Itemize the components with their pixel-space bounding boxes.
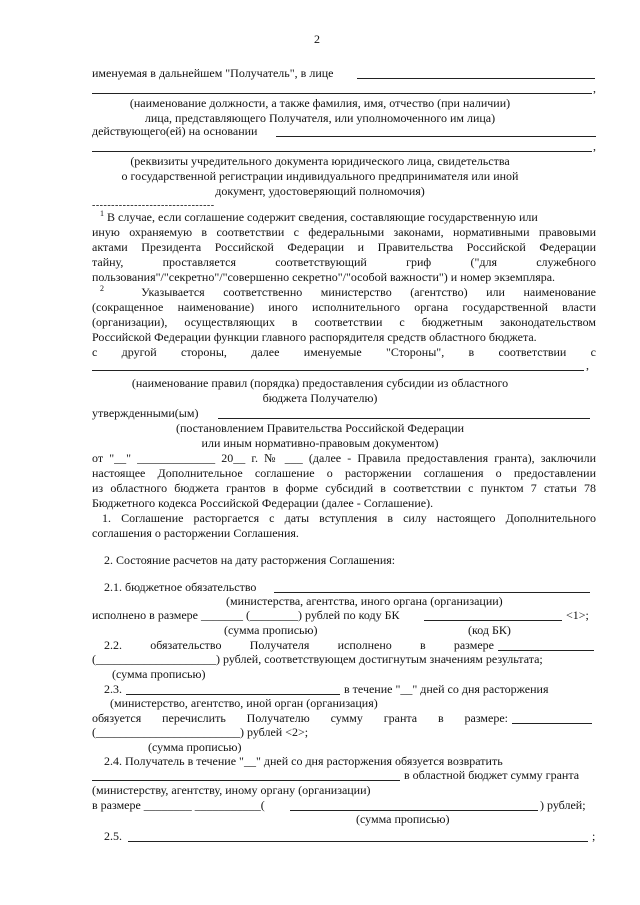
caption-ministry: (министерство, агентство, иной орган (организация) [110, 696, 378, 710]
point-2-3-line-3: обязуется перечислить Получателю сумму гранта в размере: [92, 711, 508, 725]
parties-clause: с другой стороны, далее именуемые "Стороны", в соответствии с [92, 345, 596, 359]
footnote-2-text: Указывается соответственно министерство (агентство) или наименование [141, 285, 597, 299]
agreement-line-1: от "__" _____________ 20__ г. № ___ (далее - Правила предоставления гранта), заключили [92, 451, 596, 465]
fill-line [218, 418, 590, 419]
fill-line [274, 592, 590, 593]
point-1-line-1: 1. Соглашение расторгается с даты вступления в силу настоящего Дополнительного [102, 511, 596, 525]
caption-ministry: (министерства, агентства, иного органа (организации) [226, 594, 503, 608]
comma: , [593, 81, 596, 95]
point-2-2-line-2: (____________________) рублей, соответствующем достигнутым значениям результата; [92, 652, 543, 666]
fill-line [424, 620, 562, 621]
caption-code-bk: (код БК) [468, 623, 511, 637]
footnote-1-line-1 [100, 210, 596, 224]
point-2-4-amount: в размере ________ ___________( [92, 798, 265, 812]
fill-line [276, 136, 596, 137]
caption-representative: лица, представляющего Получателя, или уполномоченного им лица) [144, 111, 496, 125]
footnote-1-line-3: актами Президента Российской Федерации и Правительства Российской Федерации [92, 240, 596, 254]
caption-requisites-2: о государственной регистрации индивидуального предпринимателя или иной [121, 169, 519, 183]
footnote-2-line-1 [100, 285, 596, 299]
caption-sum-words: (сумма прописью) [356, 812, 450, 826]
agreement-line-2: настоящее Дополнительное соглашение о расторжении соглашения о предоставлении [92, 466, 596, 480]
point-2-3-deadline: в течение "__" дней со дня расторжения [344, 682, 549, 696]
point-2-1-amount: исполнено в размере _______ (________) рублей по коду БК [92, 608, 400, 622]
approved-label: утвержденными(ым) [92, 406, 199, 420]
point-2-4-line-1: 2.4. Получатель в течение "__" дней со дня расторжения обязуется возвратить [104, 754, 503, 768]
agreement-line-4: Бюджетного кодекса Российской Федерации (далее - Соглашение). [92, 496, 434, 510]
footnote-1-line-2: иную охраняемую в соответствии с федеральными законами, нормативными правовыми [92, 225, 596, 239]
footnote-2-line-2: (сокращенное наименование) иного исполнительного органа государственной власти [92, 300, 596, 314]
footnote-1-line-5: пользования"/"секретно"/"совершенно секретно"/"особой важности") и номер экземпляра. [92, 270, 556, 284]
fill-line [126, 694, 340, 695]
footnote-2-line-3: (организации), осуществляющих в соответствии с бюджетным законодательством [92, 315, 596, 329]
caption-sum-words: (сумма прописью) [112, 667, 206, 681]
fill-line [512, 723, 592, 724]
footnote-1-text: В случае, если соглашение содержит сведения, составляющие государственную или [107, 210, 538, 224]
caption-ministry: (министерству, агентству, иному органу (организации) [92, 783, 371, 797]
fill-line [128, 841, 588, 842]
acting-basis-label: действующего(ей) на основании [92, 124, 258, 138]
footnote-1-mark: 1 [100, 209, 104, 218]
caption-rules-2: бюджета Получателю) [262, 391, 378, 405]
comma: , [586, 358, 589, 372]
footnote-separator: -------------------------------- [92, 200, 215, 211]
caption-rules-1: (наименование правил (порядка) предоставления субсидии из областного [131, 376, 509, 390]
fill-line [92, 93, 592, 94]
comma: , [593, 139, 596, 153]
fill-line [92, 370, 584, 371]
caption-sum-words: (сумма прописью) [148, 740, 242, 754]
point-2-4-rubles: ) рублей; [540, 798, 586, 812]
caption-sum-words: (сумма прописью) [224, 623, 318, 637]
fill-line [498, 650, 594, 651]
footnote-2-mark: 2 [100, 284, 104, 293]
point-2-2-line-1: 2.2. обязательство Получателя исполнено в размере [104, 638, 494, 652]
caption-requisites-3: документ, удостоверяющий полномочия) [215, 184, 425, 198]
fill-line [92, 151, 592, 152]
fill-line [357, 78, 595, 79]
page-number: 2 [314, 32, 320, 46]
point-2: 2. Состояние расчетов на дату расторжения Соглашения: [104, 553, 396, 567]
caption-resolution-2: или иным нормативно-правовым документом) [201, 436, 439, 450]
footnote-ref-1: <1>; [566, 608, 589, 622]
point-1-line-2: соглашения о расторжении Соглашения. [92, 526, 299, 540]
point-2-4-line-2: в областной бюджет сумму гранта [404, 768, 580, 782]
recipient-intro: именуемая в дальнейшем "Получатель", в лице [92, 66, 334, 80]
caption-position-name: (наименование должности, а также фамилия, имя, отчество (при наличии) [129, 96, 511, 110]
point-2-1-label: 2.1. бюджетное обязательство [104, 580, 257, 594]
fill-line [92, 780, 400, 781]
footnote-1-line-4: тайну, проставляется соответствующий гриф ("для служебного [92, 255, 596, 269]
caption-resolution-1: (постановлением Правительства Российской Федерации [175, 421, 465, 435]
fill-line [290, 810, 538, 811]
point-2-3-line-4: (________________________) рублей <2>; [92, 725, 309, 739]
agreement-line-3: из областного бюджета грантов в форме субсидий в соответствии с пунктом 7 статьи 78 [92, 481, 596, 495]
point-2-3-label: 2.3. [104, 682, 122, 696]
caption-requisites-1: (реквизиты учредительного документа юридического лица, свидетельства [130, 154, 510, 168]
point-2-5-label: 2.5. [104, 829, 122, 843]
semicolon: ; [592, 829, 596, 843]
footnote-2-line-4: Российской Федерации функции главного распорядителя средств областного бюджета. [92, 330, 537, 344]
